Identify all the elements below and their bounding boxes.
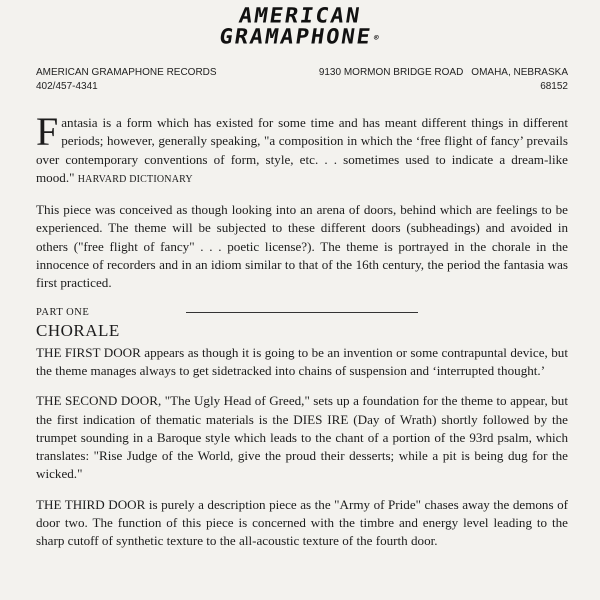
company-phone: 402/457-4341 (36, 81, 98, 92)
first-door-paragraph: THE FIRST DOOR appears as though it is going to be an invention or some contrapuntal device, but the theme manages always to get sidetracked into chains of suspension and ‘interrupted thought.’ (36, 344, 568, 378)
address-block (319, 66, 568, 94)
street-address: 9130 MORMON BRIDGE ROAD (318, 67, 464, 78)
label-logo (0, 6, 600, 48)
logo-line-2-text: GRAMAPHONE (217, 25, 374, 50)
part-title: CHORALE (36, 320, 120, 340)
intro-source: HARVARD DICTIONARY (77, 173, 193, 185)
intro-text: antasia is a form which has existed for some time and has meant different things in different periods; however, generally speaking, "a composition in which the ‘free flight of fancy’ prevails over contemporary conventions of form, style, etc. . . sometimes used to indicate a dream-like mood." (36, 115, 568, 185)
drop-cap: F (36, 109, 59, 154)
liner-notes-body (36, 109, 568, 563)
city-state: OMAHA, NEBRASKA (471, 67, 568, 78)
registered-mark: ® (373, 33, 382, 42)
intro-paragraph (36, 109, 568, 189)
third-door-paragraph: THE THIRD DOOR is purely a description piece as the "Army of Pride" chases away the demons of door two. The function of this piece is concerned with the timbre and energy level leading to the sharp cutoff of synthetic texture to the all-acoustic texture of the fourth door. (36, 496, 568, 549)
company-name: AMERICAN GRAMAPHONE RECORDS (36, 67, 217, 78)
company-block (36, 66, 217, 94)
second-door-paragraph: THE SECOND DOOR, "The Ugly Head of Greed," sets up a foundation for the theme to appear, but the first indication of thematic materials is the DIES IRE (Day of Wrath) shortly followed by the trumpet sounding in a Baroque style which leads to the chant of a portion of the 93rd psalm, which translates: "Rise Judge of the World, give the proud their desserts; while a pit is being dug for the wicked." (36, 393, 568, 482)
logo-line-1: AMERICAN (237, 4, 363, 29)
part-heading (36, 307, 568, 341)
concept-paragraph: This piece was conceived as though looking into an arena of doors, behind which are feelings to be experienced. The theme will be subjected to these different doors (subheadings) and avoided in others ("free flight of fancy" . . . poetic license?). The theme is portrayed in the chorale in the innocence of recorders and in an idiom similar to that of the 16th century, the period the fantasia was first practiced. (36, 202, 568, 291)
section-rule (186, 312, 418, 313)
logo-line-2 (0, 25, 600, 50)
zip-code: 68152 (540, 81, 568, 92)
part-label: PART ONE (36, 306, 90, 318)
